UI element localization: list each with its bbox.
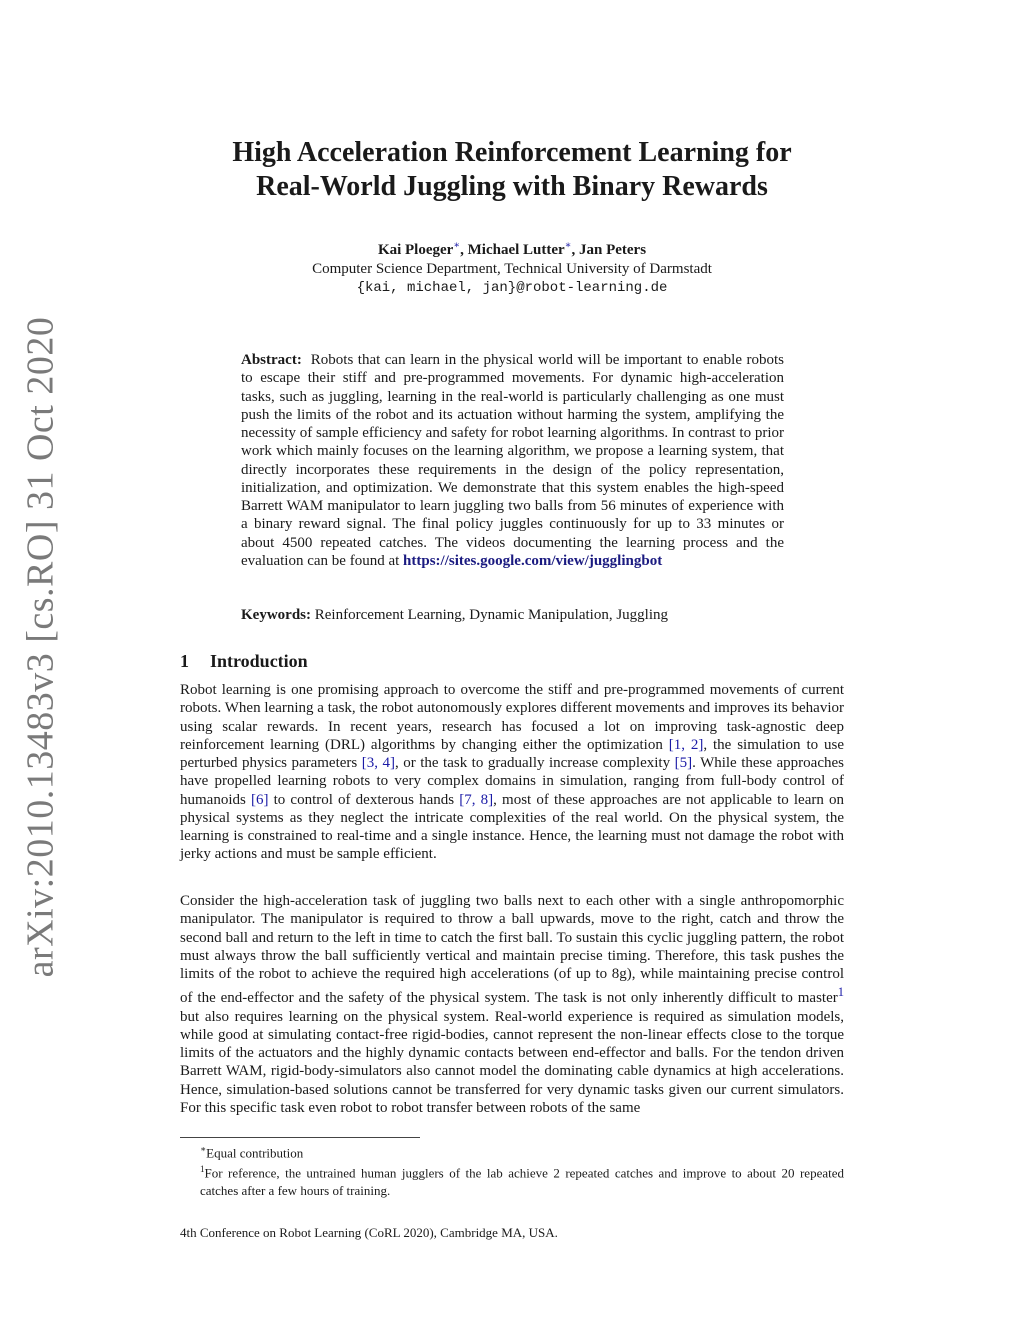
- paper-title: [150, 136, 874, 204]
- title-line-2: Real-World Juggling with Binary Rewards: [256, 171, 768, 202]
- project-website-link[interactable]: https://sites.google.com/view/jugglingbot: [403, 552, 663, 569]
- title-line-1: High Acceleration Reinforcement Learning for: [232, 137, 792, 168]
- section-number: 1: [180, 651, 189, 671]
- abstract: [241, 351, 784, 570]
- citation-link[interactable]: [5]: [674, 755, 693, 771]
- author-block: [150, 236, 874, 298]
- footnote-1: $^1$For reference, the untrained human jugglers of the lab achieve 2 repeated catches and improve to about 20 repeated catches after a few hours of training.: [200, 1164, 844, 1198]
- intro-paragraph-1: Robot learning is one promising approach to overcome the stiff and pre-programmed movements of current robots. When learning a task, the robot autonomously explores different movements and improves its behavior using scalar rewards. In recent years, research has focused a lot on improving task-agnostic deep reinforcement learning (DRL) algorithms by changing either the optimization [1, 2], the simulation to use perturbed physics parameters [3, 4], or the task to gradually increase complexity [5]. While these approaches have propelled learning robots to very complex domains in simulation, ranging from full-body control of humanoids [6] to control of dexterous hands [7, 8], most of these approaches are not applicable to learn on physical systems as they neglect the intricate complexities of the real world. On the physical system, the learning is constrained to real-time and a single instance. Hence, the learning must not damage the robot with jerky actions and must be sample efficient.: [180, 682, 844, 863]
- author-email: {kai, michael, jan}@robot-learning.de: [356, 280, 668, 296]
- section-title: Introduction: [210, 651, 308, 671]
- section-heading-introduction: [180, 651, 308, 672]
- author-2: Michael Lutter: [467, 242, 565, 258]
- equal-contribution-mark-1: ∗: [453, 240, 461, 251]
- citation-link[interactable]: [3, 4]: [361, 755, 395, 771]
- arxiv-identifier-stamp: [8, 316, 72, 978]
- affiliation: Computer Science Department, Technical University of Darmstadt: [312, 261, 712, 277]
- keywords-text: Reinforcement Learning, Dynamic Manipulation, Juggling: [314, 607, 668, 623]
- keywords-label: Keywords:: [241, 607, 311, 623]
- keywords: [241, 606, 784, 624]
- arxiv-identifier-text: arXiv:2010.13483v3 [cs.RO] 31 Oct 2020: [19, 316, 62, 978]
- citation-link[interactable]: [7, 8]: [459, 791, 494, 808]
- abstract-label: Abstract:: [241, 352, 302, 368]
- equal-contribution-mark-2: ∗: [564, 240, 572, 251]
- citation-link[interactable]: [6]: [250, 791, 269, 808]
- footnotes: [180, 1141, 844, 1199]
- author-1: Kai Ploeger: [377, 242, 454, 258]
- intro-paragraph-2: Consider the high-acceleration task of juggling two balls next to each other with a single anthropomorphic manipulator. The manipulator is required to throw a ball upwards, move to the right, catch and throw the second ball and return to the left in time to catch the first ball. To sustain this cyclic juggling pattern, the robot must always throw the ball sufficiently vertical and maintain precise timing. Therefore, this task pushes the limits of the robot to achieve the required high accelerations (of up to 8g), while maintaining precise control of the end-effector and the safety of the physical system. The task is not only inherently difficult to master$^1$ but also requires learning on the physical system. Real-world experience is required as simulation models, while good at simulating contact-free rigid-bodies, cannot represent the non-linear effects close to the torque limits of the actuators and the highly dynamic contacts between end-effector and balls. For the tendon driven Barrett WAM, rigid-body-simulators also cannot model the dominating cable dynamics at high accelerations. Hence, simulation-based solutions cannot be transferred for very dynamic tasks given our current simulators. For this specific task even robot to robot transfer between robots of the same: [180, 893, 844, 1116]
- footnote-equal-contribution: ∗Equal contribution: [200, 1144, 304, 1161]
- citation-link[interactable]: [1, 2]: [668, 736, 704, 753]
- footnote-divider: [180, 1137, 420, 1138]
- author-3: Jan Peters: [578, 242, 647, 258]
- author-names: Kai Ploeger∗, Michael Lutter∗, Jan Peters: [377, 240, 647, 258]
- abstract-text: Robots that can learn in the physical world will be important to enable robots to escape their stiff and pre-programmed movements. For dynamic high-acceleration tasks, such as juggling, learning in the real-world is particularly challenging as one must push the limits of the robot and its actuation without harming the system, amplifying the necessity of sample efficiency and safety for robot learning algorithms. In contrast to prior work which mainly focuses on the learning algorithm, we propose a learning system, that directly incorporates these requirements in the design of the policy representation, initialization, and optimization. We demonstrate that this system enables the high-speed Barrett WAM manipulator to learn juggling two balls from 56 minutes of experience with a binary reward signal. The final policy juggles continuously for up to 33 minutes or about 4500 repeated catches. The videos documenting the learning process and the evaluation can be found at: [241, 352, 784, 569]
- footnote-ref-1[interactable]: 1: [837, 985, 844, 1000]
- venue-footer: 4th Conference on Robot Learning (CoRL 2020), Cambridge MA, USA.: [180, 1225, 558, 1240]
